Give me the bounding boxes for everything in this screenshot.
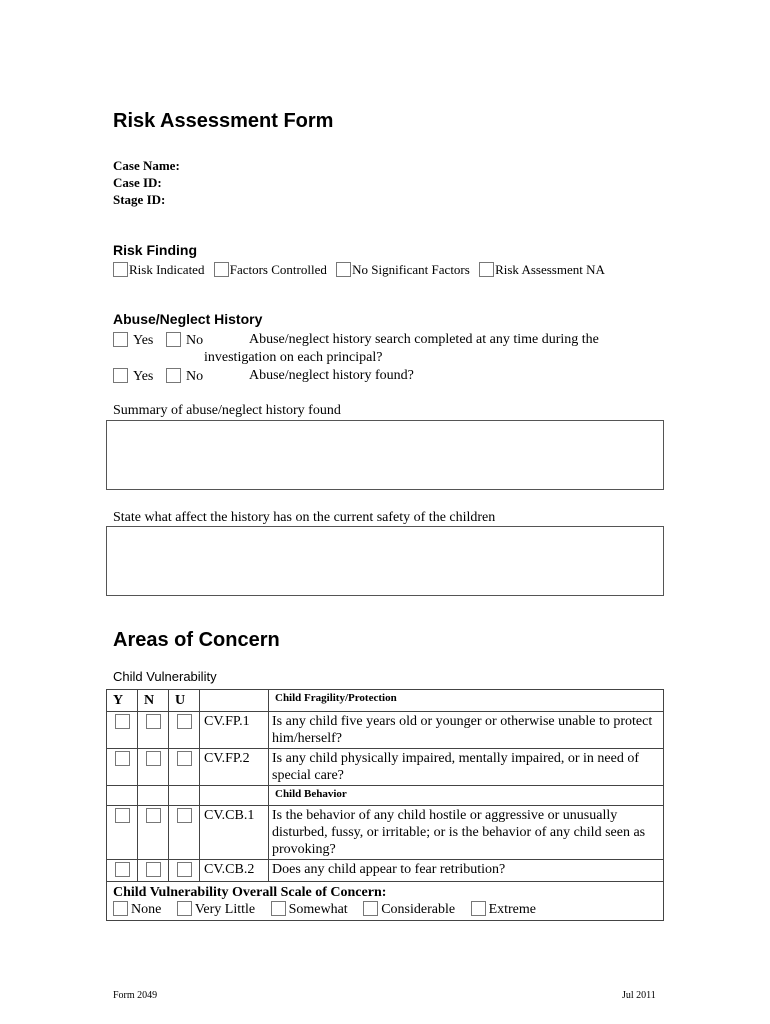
summary-textarea[interactable] — [106, 420, 664, 490]
factors-controlled-option[interactable] — [214, 262, 327, 277]
scale-very-little-label: Very Little — [194, 902, 256, 917]
question-code: CV.CB.2 — [200, 860, 269, 882]
child-vulnerability-table — [106, 689, 664, 921]
scale-title: Child Vulnerability Overall Scale of Concern: — [113, 885, 387, 900]
q2-no-option[interactable] — [166, 368, 203, 385]
question-text: Is any child physically impaired, mentally impaired, or in need of special care? — [269, 749, 664, 786]
question-text: Is the behavior of any child hostile or aggressive or unusually disturbed, fussy, or irritable; or is the behavior of any child seen as provoking? — [269, 806, 664, 860]
fp1-y-checkbox[interactable] — [115, 714, 130, 729]
footer-form-number: Form 2049 — [113, 990, 158, 1001]
col-u-header: U — [169, 690, 200, 712]
col-y-header: Y — [107, 690, 138, 712]
fp2-u-checkbox[interactable] — [177, 751, 192, 766]
scale-extreme-label: Extreme — [488, 902, 536, 917]
abuse-history-heading: Abuse/Neglect History — [113, 311, 263, 327]
risk-finding-heading: Risk Finding — [113, 242, 197, 258]
fp1-n-checkbox[interactable] — [146, 714, 161, 729]
no-significant-factors-checkbox[interactable] — [336, 262, 351, 277]
question-text: Does any child appear to fear retribution? — [269, 860, 664, 882]
stage-id-row — [113, 192, 165, 208]
q2-no-checkbox[interactable] — [166, 368, 181, 383]
q2-text: Abuse/neglect history found? — [249, 368, 414, 383]
q1-text-line1: Abuse/neglect history search completed at any time during the — [249, 332, 599, 347]
q2-yes-option[interactable] — [113, 368, 153, 385]
q1-text-line2: investigation on each principal? — [204, 350, 383, 365]
scale-extreme-checkbox[interactable] — [471, 901, 486, 916]
scale-row — [107, 882, 664, 921]
case-id-row — [113, 175, 162, 191]
scale-none-option[interactable] — [113, 902, 161, 917]
cb1-n-checkbox[interactable] — [146, 808, 161, 823]
question-code: CV.FP.1 — [200, 712, 269, 749]
risk-finding-options — [113, 262, 611, 278]
scale-very-little-checkbox[interactable] — [177, 901, 192, 916]
case-name-label: Case Name: — [113, 158, 180, 173]
scale-options — [113, 901, 657, 918]
table-row — [107, 749, 664, 786]
table-row — [107, 860, 664, 882]
scale-somewhat-checkbox[interactable] — [271, 901, 286, 916]
scale-considerable-checkbox[interactable] — [363, 901, 378, 916]
child-vulnerability-title: Child Vulnerability — [113, 669, 217, 684]
scale-extreme-option[interactable] — [471, 902, 536, 917]
risk-indicated-label: Risk Indicated — [129, 262, 205, 277]
cb1-u-checkbox[interactable] — [177, 808, 192, 823]
code-header — [200, 690, 269, 712]
risk-assessment-na-checkbox[interactable] — [479, 262, 494, 277]
areas-of-concern-heading: Areas of Concern — [113, 629, 280, 651]
question-code: CV.FP.2 — [200, 749, 269, 786]
footer-date: Jul 2011 — [622, 990, 656, 1001]
cb2-n-checkbox[interactable] — [146, 862, 161, 877]
col-n-header: N — [138, 690, 169, 712]
table-section-row — [107, 786, 664, 806]
scale-considerable-label: Considerable — [381, 902, 456, 917]
question-text: Is any child five years old or younger or otherwise unable to protect him/herself? — [269, 712, 664, 749]
risk-indicated-option[interactable] — [113, 262, 204, 277]
q1-yes-checkbox[interactable] — [113, 332, 128, 347]
scale-none-label: None — [131, 902, 162, 917]
risk-assessment-na-label: Risk Assessment NA — [495, 262, 605, 277]
case-id-label: Case ID: — [113, 175, 162, 190]
factors-controlled-label: Factors Controlled — [229, 262, 327, 277]
factors-controlled-checkbox[interactable] — [214, 262, 229, 277]
stage-id-label: Stage ID: — [113, 192, 166, 207]
q1-yes-option[interactable] — [113, 332, 153, 349]
q2-no-label: No — [186, 369, 204, 384]
q1-no-label: No — [186, 333, 204, 348]
q1-yes-label: Yes — [133, 333, 154, 348]
no-significant-factors-label: No Significant Factors — [352, 262, 470, 277]
table-row — [107, 806, 664, 860]
section-child-fragility: Child Fragility/Protection — [269, 690, 664, 712]
cb2-u-checkbox[interactable] — [177, 862, 192, 877]
cb2-y-checkbox[interactable] — [115, 862, 130, 877]
summary-label: Summary of abuse/neglect history found — [113, 403, 341, 418]
q2-yes-label: Yes — [133, 369, 154, 384]
q1-no-option[interactable] — [166, 332, 203, 349]
q2-yes-checkbox[interactable] — [113, 368, 128, 383]
fp1-u-checkbox[interactable] — [177, 714, 192, 729]
effect-label: State what affect the history has on the current safety of the children — [113, 510, 496, 525]
case-name-row — [113, 158, 180, 174]
scale-considerable-option[interactable] — [363, 902, 455, 917]
question-code: CV.CB.1 — [200, 806, 269, 860]
risk-indicated-checkbox[interactable] — [113, 262, 128, 277]
fp2-y-checkbox[interactable] — [115, 751, 130, 766]
effect-textarea[interactable] — [106, 526, 664, 596]
scale-none-checkbox[interactable] — [113, 901, 128, 916]
risk-assessment-na-option[interactable] — [479, 262, 605, 277]
table-header-row — [107, 690, 664, 712]
form-title: Risk Assessment Form — [113, 110, 334, 132]
q1-no-checkbox[interactable] — [166, 332, 181, 347]
section-child-behavior: Child Behavior — [269, 786, 664, 806]
cb1-y-checkbox[interactable] — [115, 808, 130, 823]
scale-very-little-option[interactable] — [177, 902, 255, 917]
scale-somewhat-label: Somewhat — [288, 902, 348, 917]
scale-somewhat-option[interactable] — [271, 902, 348, 917]
fp2-n-checkbox[interactable] — [146, 751, 161, 766]
table-row — [107, 712, 664, 749]
no-significant-factors-option[interactable] — [336, 262, 470, 277]
